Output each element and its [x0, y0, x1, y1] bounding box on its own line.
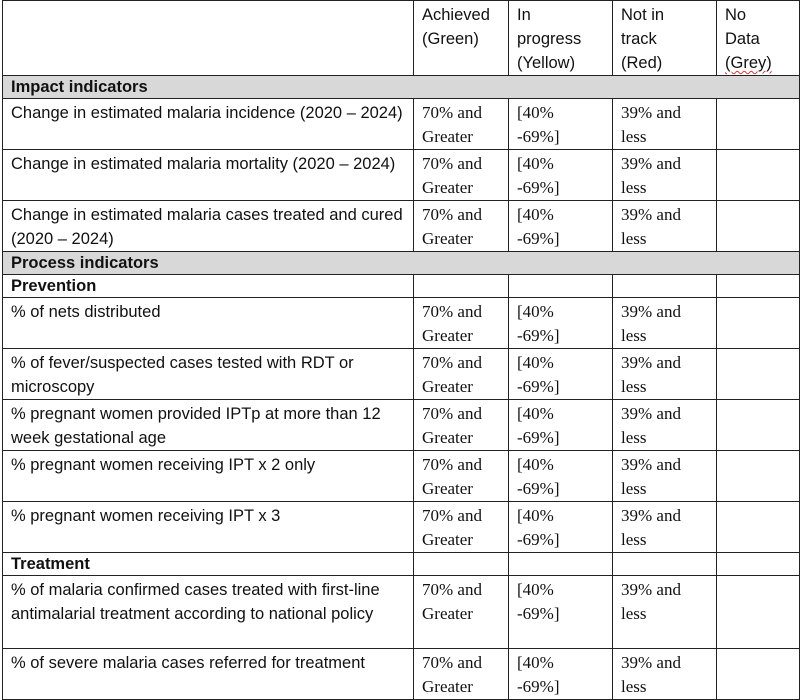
red-cell: 39% and less	[613, 298, 717, 349]
progress-cell: [40% -69%]	[509, 201, 613, 252]
header-blank-cell	[3, 1, 414, 76]
achieved-cell: 70% and Greater	[414, 576, 509, 649]
achieved-cell: 70% and Greater	[414, 99, 509, 150]
achieved-cell: 70% and Greater	[414, 502, 509, 553]
red-cell: 39% and less	[613, 400, 717, 451]
no-data-cell	[717, 649, 800, 700]
no-data-cell	[717, 349, 800, 400]
subsection-title-treatment: Treatment	[3, 553, 414, 576]
header-not-in-track: Not in track (Red)	[613, 1, 717, 76]
subsection-row-prevention	[3, 275, 800, 298]
indicator-label: % of nets distributed	[3, 298, 414, 349]
red-cell: 39% and less	[613, 150, 717, 201]
progress-cell: [40% -69%]	[509, 99, 613, 150]
header-no-data: No Data (Grey)	[717, 1, 800, 76]
table-row	[3, 99, 800, 150]
table-row	[3, 576, 800, 649]
indicator-label: % of fever/suspected cases tested with RDT or microscopy	[3, 349, 414, 400]
section-row-process	[3, 252, 800, 275]
table-row	[3, 349, 800, 400]
table-row	[3, 298, 800, 349]
indicator-label: Change in estimated malaria cases treated and cured (2020 – 2024)	[3, 201, 414, 252]
achieved-cell: 70% and Greater	[414, 400, 509, 451]
table-row	[3, 451, 800, 502]
red-cell: 39% and less	[613, 201, 717, 252]
table-row	[3, 400, 800, 451]
indicator-label: Change in estimated malaria incidence (2020 – 2024)	[3, 99, 414, 150]
section-title-process: Process indicators	[3, 252, 800, 275]
indicator-label: % pregnant women receiving IPT x 3	[3, 502, 414, 553]
indicator-label: % of malaria confirmed cases treated with first-line antimalarial treatment according to national policy	[3, 576, 414, 649]
no-data-cell	[717, 400, 800, 451]
progress-cell: [40% -69%]	[509, 400, 613, 451]
subsection-row-treatment	[3, 553, 800, 576]
red-cell: 39% and less	[613, 451, 717, 502]
indicator-label: % of severe malaria cases referred for treatment	[3, 649, 414, 700]
progress-cell: [40% -69%]	[509, 349, 613, 400]
header-achieved: Achieved (Green)	[414, 1, 509, 76]
indicator-label: % pregnant women receiving IPT x 2 only	[3, 451, 414, 502]
section-row-impact	[3, 76, 800, 99]
red-cell: 39% and less	[613, 349, 717, 400]
red-cell: 39% and less	[613, 502, 717, 553]
no-data-cell	[717, 576, 800, 649]
progress-cell: [40% -69%]	[509, 649, 613, 700]
achieved-cell: 70% and Greater	[414, 649, 509, 700]
indicator-label: % pregnant women provided IPTp at more than 12 week gestational age	[3, 400, 414, 451]
achieved-cell: 70% and Greater	[414, 451, 509, 502]
no-data-cell	[717, 502, 800, 553]
no-data-cell	[717, 99, 800, 150]
table-row	[3, 201, 800, 252]
red-cell: 39% and less	[613, 649, 717, 700]
no-data-cell	[717, 150, 800, 201]
no-data-cell	[717, 298, 800, 349]
achieved-cell: 70% and Greater	[414, 150, 509, 201]
progress-cell: [40% -69%]	[509, 502, 613, 553]
achieved-cell: 70% and Greater	[414, 298, 509, 349]
header-in-progress: In progress (Yellow)	[509, 1, 613, 76]
red-cell: 39% and less	[613, 576, 717, 649]
red-cell: 39% and less	[613, 99, 717, 150]
progress-cell: [40% -69%]	[509, 298, 613, 349]
subsection-title-prevention: Prevention	[3, 275, 414, 298]
progress-cell: [40% -69%]	[509, 576, 613, 649]
no-data-cell	[717, 201, 800, 252]
progress-cell: [40% -69%]	[509, 451, 613, 502]
indicator-label: Change in estimated malaria mortality (2020 – 2024)	[3, 150, 414, 201]
header-row	[3, 1, 800, 76]
section-title-impact: Impact indicators	[3, 76, 800, 99]
indicator-table	[2, 0, 800, 700]
achieved-cell: 70% and Greater	[414, 349, 509, 400]
table-row	[3, 649, 800, 700]
no-data-cell	[717, 451, 800, 502]
progress-cell: [40% -69%]	[509, 150, 613, 201]
table-row	[3, 150, 800, 201]
achieved-cell: 70% and Greater	[414, 201, 509, 252]
table-row	[3, 502, 800, 553]
